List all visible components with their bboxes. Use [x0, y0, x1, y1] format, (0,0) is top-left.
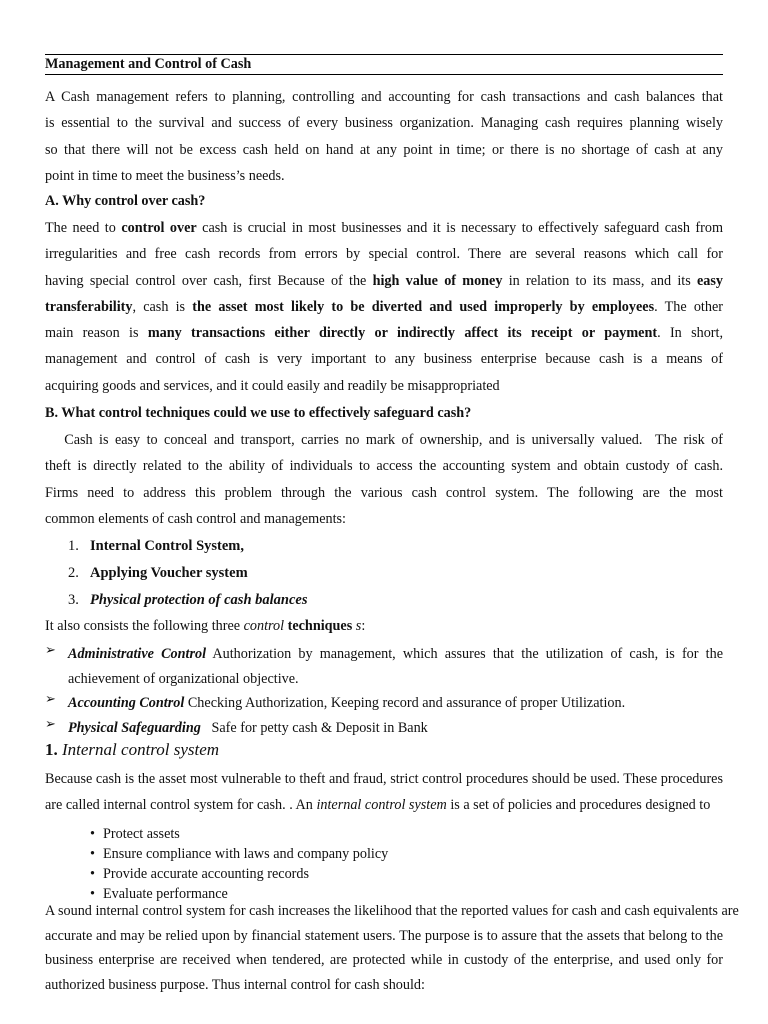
emphasis: many transactions either directly or indirectly affect its receipt or payment — [147, 325, 658, 342]
bullet-dot-icon: • — [90, 866, 95, 882]
section-a-heading: A. Why control over cash? — [45, 193, 206, 209]
para-line: achievement of organizational objective. — [68, 671, 299, 687]
control-term: Physical Safeguarding — [68, 720, 201, 736]
emphasis: easy — [696, 272, 723, 289]
bullet-list — [90, 824, 388, 904]
list-item — [90, 844, 388, 864]
intro-line: point in time to meet the business’s needs. — [45, 167, 285, 184]
text: It also consists the following three — [45, 618, 244, 634]
para-line — [45, 268, 723, 294]
text: The need to — [45, 220, 122, 236]
para-line: theft is directly related to the ability of individuals to access the accounting system and obtain custody of cash. — [45, 458, 723, 475]
intro-line: A Cash management refers to planning, controlling and accounting for cash transactions and cash balances that — [45, 89, 723, 105]
section-1-paragraph — [45, 766, 723, 819]
text: Safe for petty cash & Deposit in Bank — [200, 720, 428, 736]
para-line — [45, 294, 723, 320]
para-line: Firms need to address this problem through the various cash control system. The following are the most — [45, 484, 723, 501]
emphasis: the asset most likely to be diverted and used improperly by employees — [192, 298, 655, 315]
item-label: Internal Control System, — [90, 538, 244, 554]
list-item-text: Protect assets — [103, 826, 180, 842]
para-line: business enterprise are received when tendered, are protected while in custody of the enterprise, and used only for — [45, 952, 723, 968]
item-label: Physical protection of cash balances — [90, 592, 308, 608]
section-b-heading: B. What control techniques could we use to effectively safeguard cash? — [45, 405, 472, 421]
text: control — [243, 618, 285, 634]
arrow-bullet-icon: ➢ — [45, 691, 56, 706]
para-line — [68, 642, 723, 667]
para-line: Because cash is the asset most vulnerable to theft and fraud, strict control procedures should be used. These procedures — [45, 771, 723, 787]
text: . The other — [654, 298, 723, 315]
para-line: accurate and may be relied upon by financial statement users. The purpose is to assure that the assets that belong to the — [45, 927, 723, 944]
item-number: 3. — [68, 592, 79, 608]
section-title: Internal control system — [57, 740, 220, 759]
section-b-paragraph — [45, 427, 723, 532]
intro-line: so that there will not be excess cash held on hand at any point in time; or there is no shortage of cash at any — [45, 141, 723, 158]
emphasis: techniques — [284, 618, 353, 634]
para-line: A sound internal control system for cash increases the likelihood that the reported values for cash and cash equivalents are — [45, 903, 739, 919]
para-line — [45, 792, 723, 818]
para-line: acquiring goods and services, and it could easily and readily be misappropriated — [45, 377, 500, 394]
control-term: Administrative Control — [68, 646, 207, 662]
page-title: Management and Control of Cash — [45, 56, 252, 72]
emphasis: transferability — [45, 298, 133, 315]
top-rule — [45, 54, 723, 55]
para-line: Cash is easy to conceal and transport, carries no mark of ownership, and is universally valued. The risk of — [45, 432, 723, 448]
list-item — [90, 824, 388, 844]
arrow-bullet-icon: ➢ — [45, 642, 56, 657]
text: are called internal control system for cash. . An — [45, 797, 317, 814]
text: , cash is — [132, 298, 193, 315]
text: internal control system — [316, 797, 447, 814]
list-item-text: Evaluate performance — [103, 886, 228, 902]
para-line: irregularities and free cash records from errors by special control. There are several reasons which call for — [45, 246, 723, 263]
control-text — [68, 716, 723, 741]
closing-paragraph — [45, 899, 739, 997]
para-line — [45, 215, 723, 241]
techniques-intro — [45, 618, 365, 635]
text: having special control over cash, first Because of the — [45, 272, 373, 289]
text: main reason is — [45, 325, 148, 342]
para-line: authorized business purpose. Thus internal control for cash should: — [45, 976, 425, 993]
numbered-item — [68, 538, 244, 555]
control-text — [68, 691, 723, 716]
item-number: 2. — [68, 565, 79, 581]
text: s — [352, 618, 362, 634]
intro-paragraph — [45, 84, 723, 189]
item-label: Applying Voucher system — [90, 565, 248, 581]
para-line — [45, 320, 723, 346]
section-1-heading — [45, 740, 219, 760]
para-line: management and control of cash is very important to any business enterprise because cash is a means of — [45, 351, 723, 368]
control-text — [68, 642, 723, 692]
section-number: 1. — [45, 740, 58, 759]
text: cash is crucial in most businesses and it is necessary to effectively safeguard cash from — [196, 220, 723, 236]
title-rule — [45, 74, 723, 75]
emphasis: control over — [121, 220, 197, 236]
text: is a set of policies and procedures designed to — [446, 797, 711, 814]
section-a-paragraph — [45, 215, 723, 399]
numbered-item — [68, 592, 308, 609]
bullet-dot-icon: • — [90, 886, 95, 902]
numbered-item — [68, 565, 248, 582]
text: . In short, — [657, 325, 724, 342]
control-term: Accounting Control — [68, 695, 185, 711]
item-number: 1. — [68, 538, 79, 554]
list-item-text: Provide accurate accounting records — [103, 866, 310, 882]
bullet-dot-icon: • — [90, 826, 95, 842]
arrow-bullet-icon: ➢ — [45, 716, 56, 731]
text: : — [361, 618, 366, 634]
bullet-dot-icon: • — [90, 846, 95, 862]
text: Checking Authorization, Keeping record and assurance of proper Utilization. — [184, 695, 626, 711]
emphasis: high value of money — [372, 272, 503, 289]
list-item — [90, 864, 388, 884]
intro-line: is essential to the survival and success of every business organization. Managing cash requires planning wisely — [45, 115, 723, 132]
para-line: common elements of cash control and managements: — [45, 510, 346, 527]
text: Authorization by management, which assures that the utilization of cash, is for the — [206, 646, 723, 662]
text: in relation to its mass, and its — [502, 272, 697, 289]
list-item-text: Ensure compliance with laws and company policy — [103, 846, 389, 862]
